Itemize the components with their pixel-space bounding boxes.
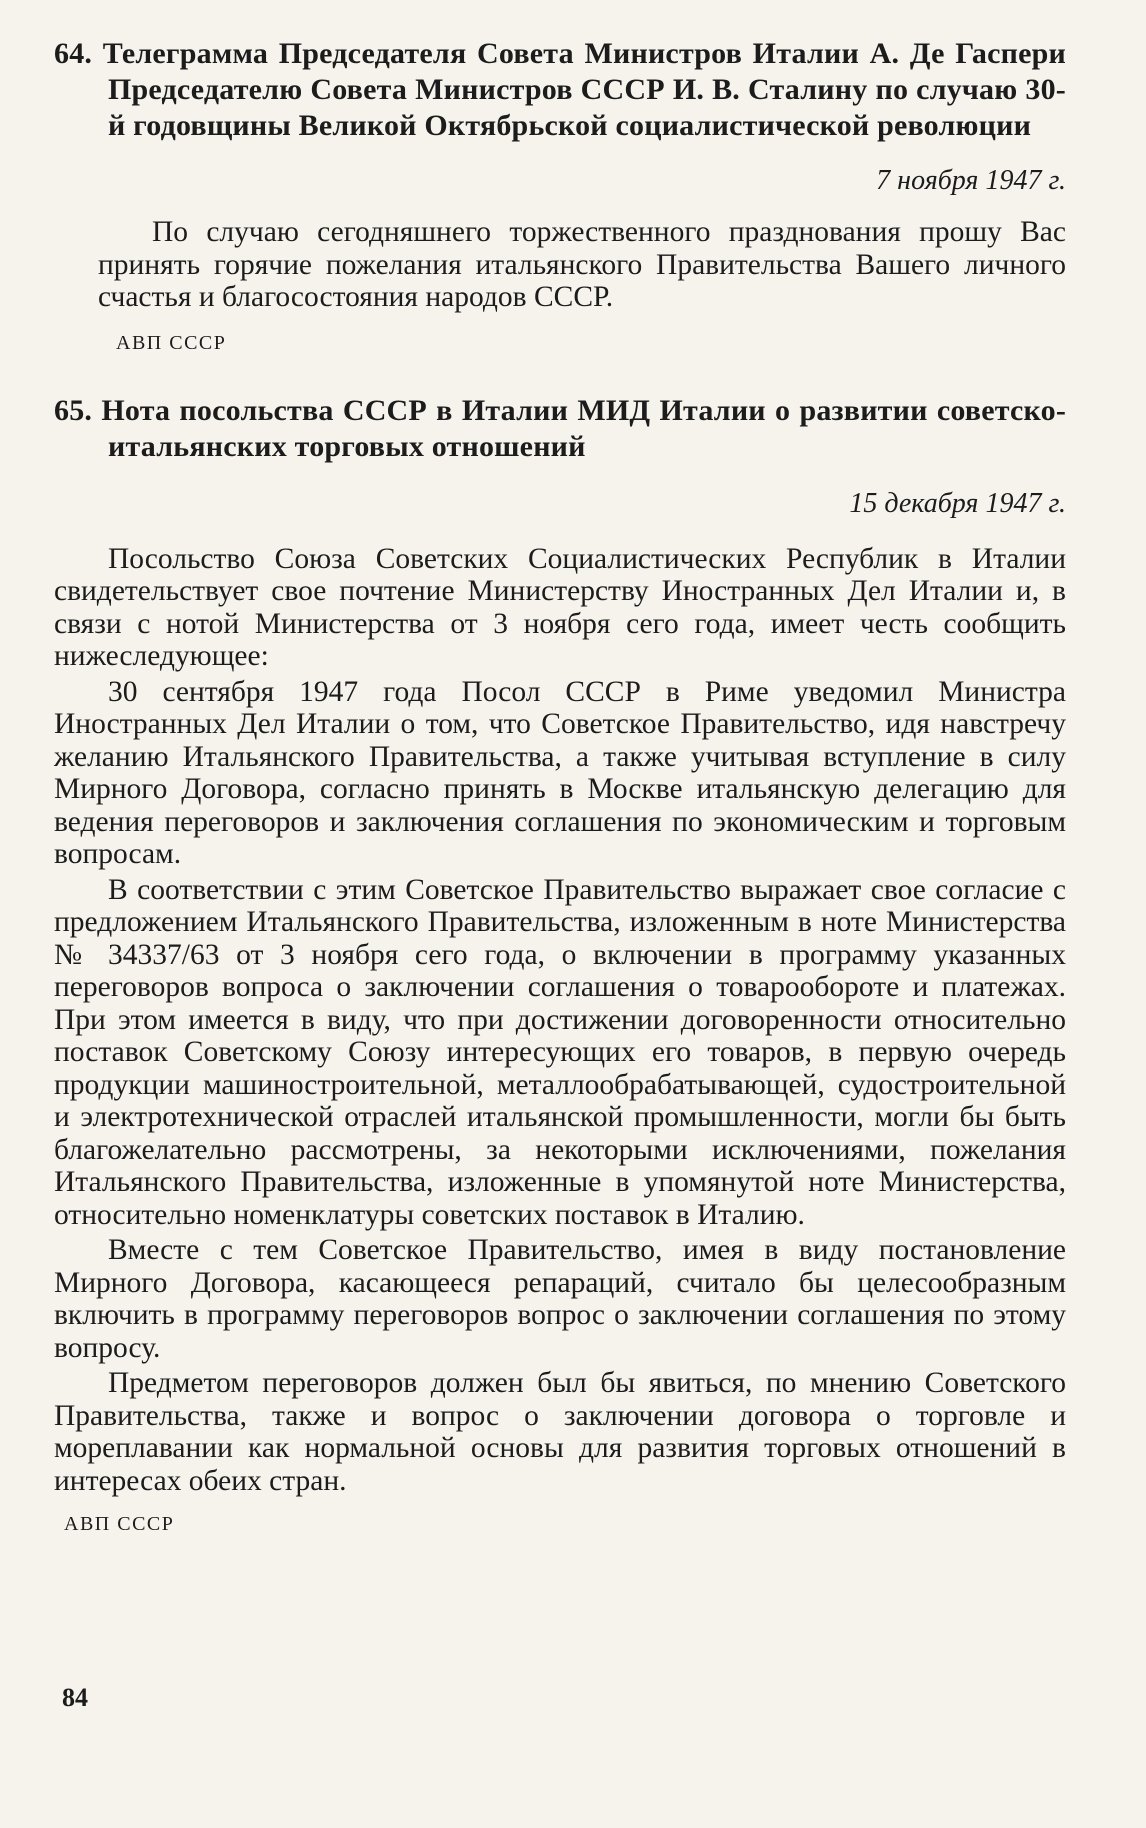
document-number: 64. — [54, 37, 93, 70]
paragraph: В соответствии с этим Советское Правительство выражает свое согласие с предложением Итальянского Правительства, изложенным в ноте Министерства № 34337/63 от 3 ноября сего года, о включении в программу указанных переговоров вопроса о заключении соглашения о товарообороте и платежах. При этом имеется в виду, что при достижении договоренности относительно поставок Советскому Союзу интересующих его товаров, в первую очередь продукции машиностроительной, металлообрабатывающей, судостроительной и электротехнической отраслей итальянской промышленности, могли бы быть благожелательно рассмотрены, за некоторыми исключениями, пожелания Итальянского Правительства, изложенные в упомянутой ноте Министерства, относительно номенклатуры советских поставок в Италию. — [54, 873, 1066, 1231]
document-title: Телеграмма Председателя Совета Министров Италии А. Де Гаспери Председателю Совета Министров СССР И. В. Сталину по случаю 30-й годовщины Великой Октябрьской социалистической революции — [102, 37, 1066, 142]
paragraph: Предметом переговоров должен был бы явиться, по мнению Советского Правительства, также и вопрос о заключении договора о торговле и мореплавании как нормальной основы для развития торговых отношений в интересах обеих стран. — [54, 1367, 1066, 1497]
document-64 — [54, 36, 1066, 355]
document-heading — [54, 36, 1066, 144]
document-65 — [54, 393, 1066, 1537]
document-title: Нота посольства СССР в Италии МИД Италии о развитии советско-итальянских торговых отношений — [101, 393, 1067, 463]
document-heading — [54, 393, 1066, 465]
paragraph: Посольство Союза Советских Социалистических Республик в Италии свидетельствует свое почтение Министерству Иностранных Дел Италии и, в связи с нотой Министерства от 3 ноября сего года, имеет честь сообщить нижеследующее: — [54, 542, 1066, 672]
archive-source: АВП СССР — [64, 1513, 175, 1535]
document-body — [54, 543, 1066, 1498]
document-number: 65. — [54, 393, 93, 427]
paragraph: По случаю сегодняшнего торжественного празднования прошу Вас принять горячие пожелания итальянского Правительства Вашего личного счастья и благосостояния народов СССР. — [98, 216, 1066, 313]
paragraph: Вместе с тем Советское Правительство, имея в виду постановление Мирного Договора, касающееся репараций, считало бы целесообразным включить в программу переговоров вопрос о заключении соглашения по этому вопросу. — [54, 1234, 1066, 1364]
document-date: 15 декабря 1947 г. — [849, 487, 1066, 519]
page-number: 84 — [62, 1683, 88, 1712]
document-date: 7 ноября 1947 г. — [876, 165, 1066, 196]
archive-source: АВП СССР — [116, 331, 227, 354]
paragraph: 30 сентября 1947 года Посол СССР в Риме уведомил Министра Иностранных Дел Италии о том, что Советское Правительство, идя навстречу желанию Итальянского Правительства, а также учитывая вступление в силу Мирного Договора, согласно принять в Москве итальянскую делегацию для ведения переговоров и заключения соглашения по экономическим и торговым вопросам. — [54, 675, 1066, 870]
document-body — [54, 216, 1066, 314]
